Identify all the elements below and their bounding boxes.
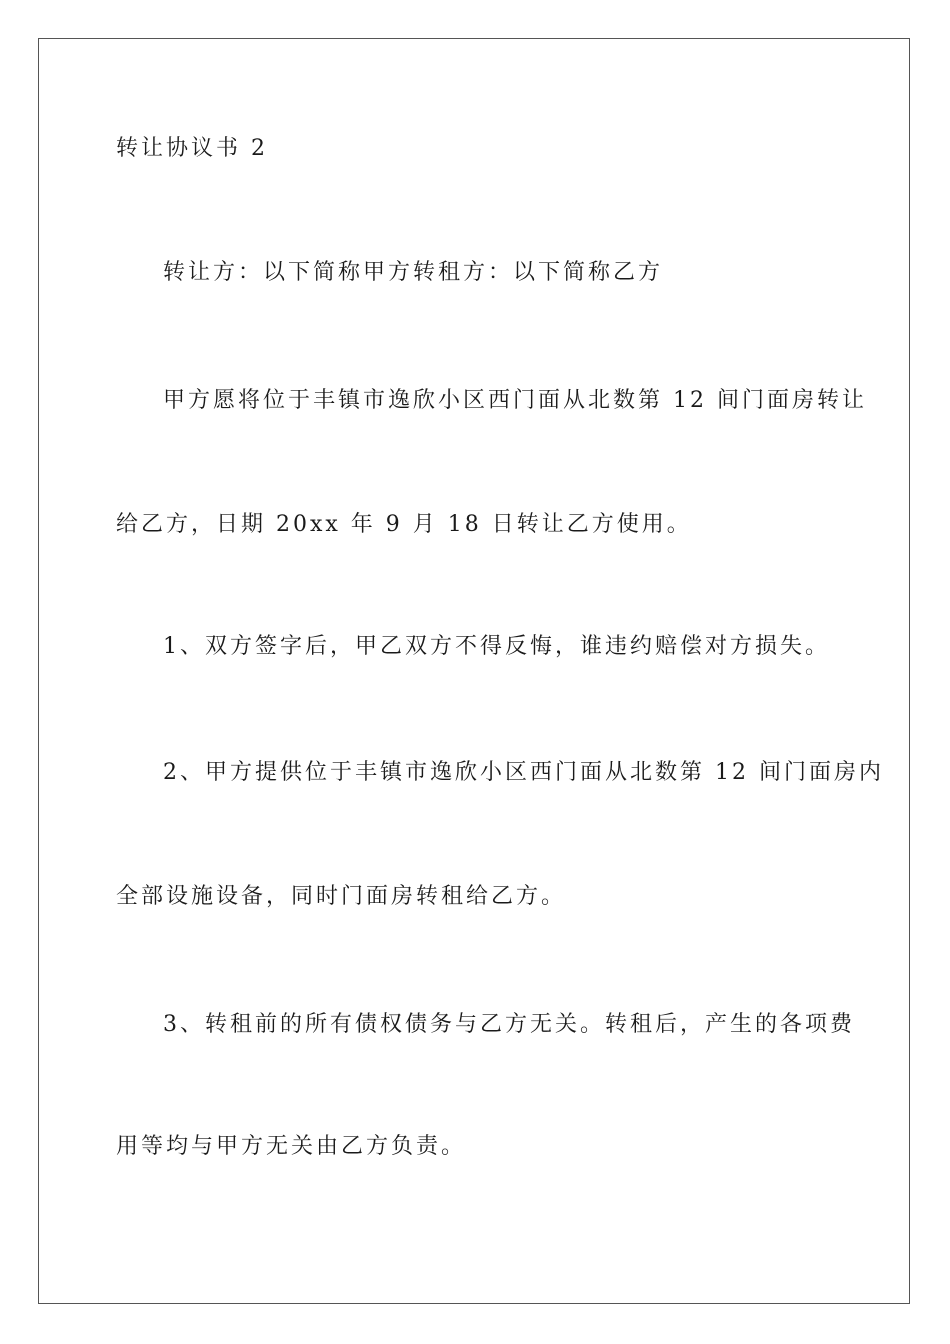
document-title: 转让协议书 2 — [116, 136, 268, 161]
clause-3: 3、转租前的所有债权债务与乙方无关。转租后，产生的各项费 — [163, 1012, 855, 1037]
clause-1: 1、双方签字后，甲乙双方不得反悔，谁违约赔偿对方损失。 — [163, 634, 830, 659]
parties-line: 转让方：以下简称甲方转租方：以下简称乙方 — [163, 260, 664, 285]
paragraph-line: 给乙方，日期 20xx 年 9 月 18 日转让乙方使用。 — [116, 512, 692, 537]
paragraph-line: 全部设施设备，同时门面房转租给乙方。 — [116, 884, 567, 909]
clause-2: 2、甲方提供位于丰镇市逸欣小区西门面从北数第 12 间门面房内 — [163, 760, 884, 785]
page-border — [38, 38, 910, 1304]
paragraph-line: 甲方愿将位于丰镇市逸欣小区西门面从北数第 12 间门面房转让 — [163, 388, 867, 413]
paragraph-line: 用等均与甲方无关由乙方负责。 — [116, 1134, 467, 1159]
